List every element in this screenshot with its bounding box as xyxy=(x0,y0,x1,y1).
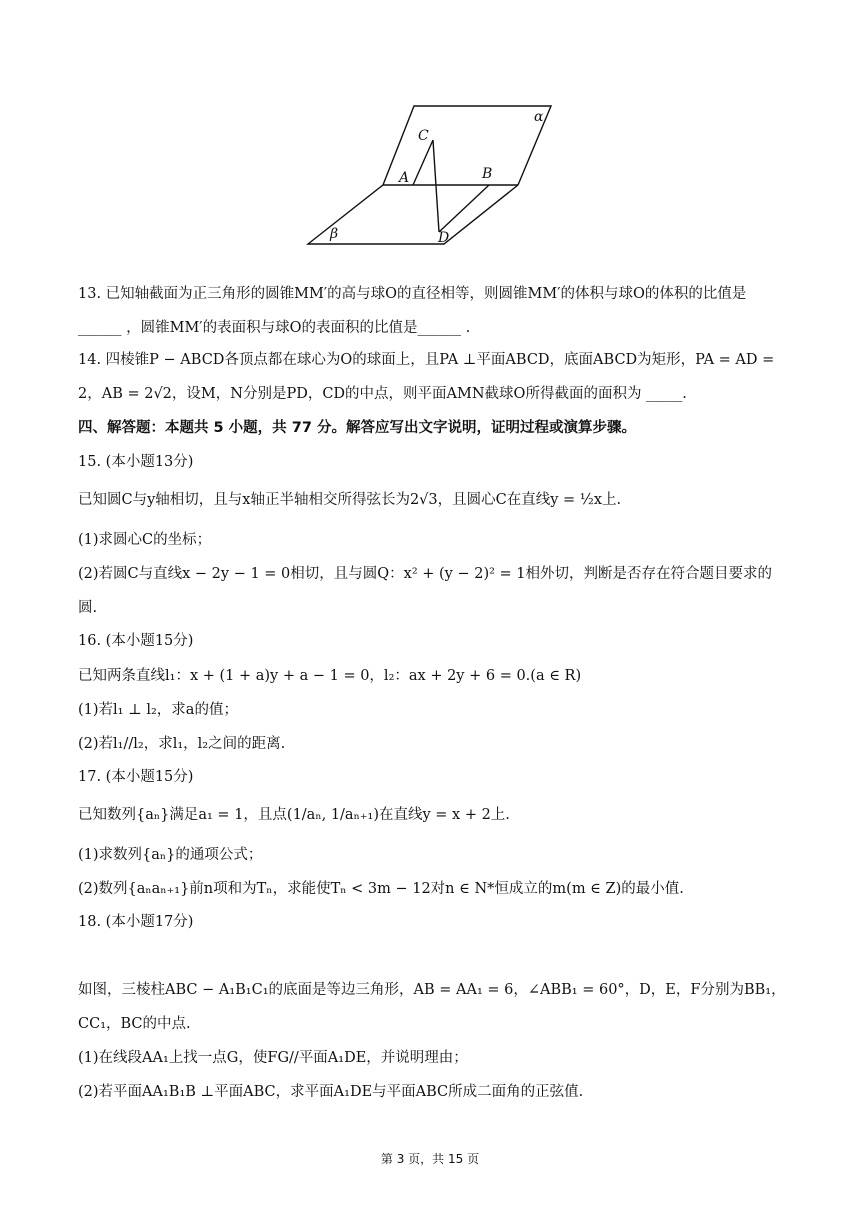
label-A: A xyxy=(399,170,410,186)
q16-head: 16. (本小题15分) xyxy=(78,633,194,649)
label-D: D xyxy=(438,230,450,246)
label-B: B xyxy=(482,166,493,182)
q16-part1: (1)若l₁ ⊥ l₂，求a的值； xyxy=(78,702,238,718)
segment-BD xyxy=(439,185,489,232)
page-footer: 第 3 页，共 15 页 xyxy=(380,1152,480,1166)
q18-part1: (1)在线段AA₁上找一点G，使FG//平面A₁DE，并说明理由； xyxy=(78,1050,468,1066)
q13-line2: ______ ，圆锥MM′的表面积与球O的表面积的比值是______ . xyxy=(78,320,471,336)
label-beta: β xyxy=(330,226,339,242)
plane-beta-edge xyxy=(308,185,518,244)
label-alpha: α xyxy=(534,109,544,125)
q15-part1: (1)求圆心C的坐标； xyxy=(78,532,212,548)
q17-part2: (2)数列{aₙaₙ₊₁}前n项和为Tₙ，求能使Tₙ < 3m − 12对n ∈ N*恒成立的m(m ∈ Z)的最小值. xyxy=(78,881,684,897)
geometry-figure xyxy=(300,96,570,256)
q14-line1: 14. 四棱锥P − ABCD各顶点都在球心为O的球面上，且PA ⊥平面ABCD，底面ABCD为矩形，PA = AD = xyxy=(78,352,775,368)
q18-part2: (2)若平面AA₁B₁B ⊥平面ABC，求平面A₁DE与平面ABC所成二面角的正弦值. xyxy=(78,1084,584,1100)
label-C: C xyxy=(418,128,429,144)
q13-line1: 13. 已知轴截面为正三角形的圆锥MM′的高与球O的直径相等，则圆锥MM′的体积与球O的体积的比值是 xyxy=(78,286,747,302)
q16-stem: 已知两条直线l₁：x + (1 + a)y + a − 1 = 0，l₂：ax + 2y + 6 = 0.(a ∈ R) xyxy=(78,668,582,684)
segment-AC xyxy=(413,140,433,185)
q17-part1: (1)求数列{aₙ}的通项公式； xyxy=(78,847,263,863)
segment-CD xyxy=(433,140,439,232)
q18-stem2: CC₁，BC的中点. xyxy=(78,1016,191,1032)
q15-part2b: 圆. xyxy=(78,600,98,616)
q17-head: 17. (本小题15分) xyxy=(78,769,194,785)
q17-stem: 已知数列{aₙ}满足a₁ = 1，且点(1/aₙ, 1/aₙ₊₁)在直线y = x + 2上. xyxy=(78,807,510,823)
q18-head: 18. (本小题17分) xyxy=(78,914,194,930)
q16-part2: (2)若l₁//l₂，求l₁，l₂之间的距离. xyxy=(78,736,286,752)
section-heading: 四、解答题：本题共 5 小题，共 77 分。解答应写出文字说明，证明过程或演算步骤。 xyxy=(78,420,636,436)
q15-head: 15. (本小题13分) xyxy=(78,454,194,470)
q15-part2a: (2)若圆C与直线x − 2y − 1 = 0相切，且与圆Q：x² + (y − 2)² = 1相外切，判断是否存在符合题目要求的 xyxy=(78,566,773,582)
q15-stem: 已知圆C与y轴相切，且与x轴正半轴相交所得弦长为2√3，且圆心C在直线y = ½x上. xyxy=(78,492,622,508)
q14-line2: 2，AB = 2√2，设M，N分别是PD，CD的中点，则平面AMN截球O所得截面的面积为 _____. xyxy=(78,386,687,402)
q18-stem1: 如图，三棱柱ABC − A₁B₁C₁的底面是等边三角形，AB = AA₁ = 6，∠ABB₁ = 60°，D，E，F分别为BB₁， xyxy=(78,982,786,998)
